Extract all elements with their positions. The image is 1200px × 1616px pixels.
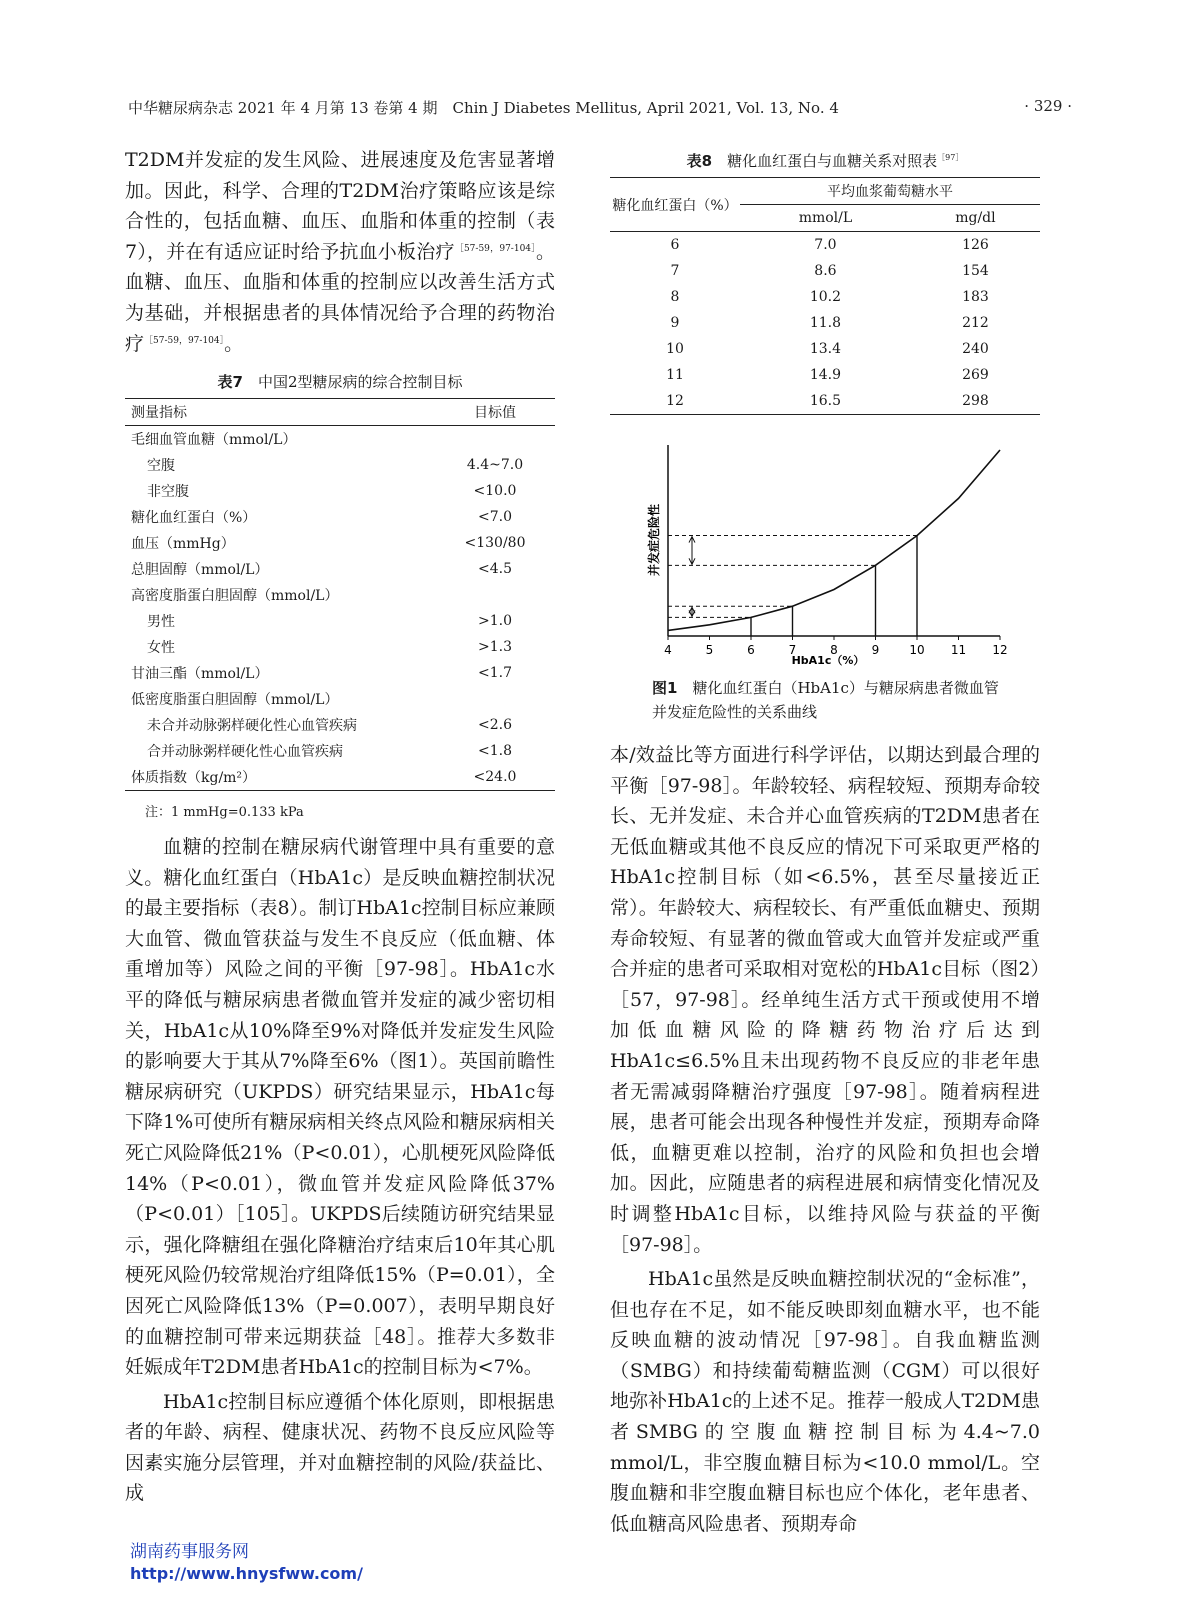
row-label: 体质指数（kg/m²） bbox=[131, 770, 257, 786]
table-row bbox=[125, 608, 555, 634]
table-row bbox=[125, 764, 555, 791]
row-value bbox=[435, 582, 555, 608]
x-tick-label: 11 bbox=[950, 643, 967, 657]
cell-hba1c: 11 bbox=[666, 367, 684, 383]
row-label: 合并动脉粥样硬化性心血管疾病 bbox=[147, 744, 343, 760]
watermark bbox=[130, 1541, 363, 1585]
table-row bbox=[610, 232, 1040, 259]
paragraph-text: 。血糖、血压、血脂和体重的控制应以改善生活方式为基础，并根据患者的具体情况给予合理的药物治疗 bbox=[125, 240, 555, 355]
cell-mmol: 8.6 bbox=[814, 263, 837, 279]
row-label: 高密度脂蛋白胆固醇（mmol/L） bbox=[131, 588, 339, 604]
table-row bbox=[610, 388, 1040, 415]
x-tick-label: 10 bbox=[909, 643, 925, 657]
row-label: 甘油三酯（mmol/L） bbox=[131, 666, 269, 682]
cell-mmol: 10.2 bbox=[809, 289, 842, 305]
row-value: <7.0 bbox=[478, 509, 512, 525]
table8-header-row bbox=[610, 178, 1040, 205]
watermark-name: 湖南药事服务网 bbox=[130, 1542, 249, 1562]
figure1-caption bbox=[652, 676, 1032, 724]
row-value: <130/80 bbox=[464, 535, 526, 551]
paragraph-intro bbox=[125, 145, 555, 359]
x-tick-label: 4 bbox=[664, 643, 672, 657]
table-row bbox=[125, 530, 555, 556]
figure1-marks bbox=[664, 450, 1007, 657]
left-column-bottom bbox=[125, 832, 555, 1509]
table-row bbox=[125, 738, 555, 764]
row-value bbox=[435, 426, 555, 453]
table7-title: 中国2型糖尿病的综合控制目标 bbox=[257, 373, 463, 391]
row-value: <1.7 bbox=[478, 665, 512, 681]
table8-title: 糖化血红蛋白与血糖关系对照表 bbox=[727, 152, 938, 170]
row-label: 毛细血管血糖（mmol/L） bbox=[131, 432, 297, 448]
table8 bbox=[610, 177, 1040, 415]
table-row bbox=[125, 582, 555, 608]
row-value: >1.0 bbox=[478, 613, 512, 629]
table-row bbox=[125, 556, 555, 582]
cell-mmol: 16.5 bbox=[809, 393, 842, 409]
table8-header-group: 平均血浆葡萄糖水平 bbox=[740, 178, 1040, 205]
row-label: 男性 bbox=[147, 614, 175, 630]
table-row bbox=[125, 478, 555, 504]
table8-number: 表8 bbox=[686, 152, 713, 170]
table7-header-row bbox=[125, 399, 555, 426]
x-tick-label: 8 bbox=[830, 643, 838, 657]
paragraph-monitoring: HbA1c虽然是反映血糖控制状况的“金标准”，但也存在不足，如不能反映即刻血糖水平，也不能反映血糖的波动情况［97-98］。自我血糖监测（SMBG）和持续葡萄糖监测（CGM）可以很好地弥补HbA1c的上述不足。推荐一般成人T2DM患者SMBG的空腹血糖控制目标为4.4~7.0 mmol/L，非空腹血糖目标为<10.0 mmol/L。空腹血糖和非空腹血糖目标也应个体化，老年患者、低血糖高风险患者、预期寿命 bbox=[610, 1268, 1040, 1535]
paragraph-individualized: HbA1c控制目标应遵循个体化原则，即根据患者的年龄、病程、健康状况、药物不良反应风险等因素实施分层管理，并对血糖控制的风险/获益比、成 bbox=[125, 1390, 555, 1505]
risk-curve-line bbox=[668, 450, 1000, 630]
figure1-number: 图1 bbox=[652, 679, 678, 697]
cell-hba1c: 10 bbox=[666, 341, 684, 357]
row-label: 未合并动脉粥样硬化性心血管疾病 bbox=[147, 718, 357, 734]
table7-header-target: 目标值 bbox=[474, 405, 516, 421]
cell-mgdl: 240 bbox=[962, 341, 989, 357]
table8-unit-mmol: mmol/L bbox=[798, 210, 853, 226]
table-row bbox=[125, 426, 555, 453]
table8-header-hba1c: 糖化血红蛋白（%） bbox=[610, 178, 740, 232]
row-label: 非空腹 bbox=[147, 484, 189, 500]
x-tick-label: 6 bbox=[747, 643, 755, 657]
table8-caption bbox=[610, 150, 1040, 171]
table-row bbox=[125, 712, 555, 738]
cell-hba1c: 12 bbox=[666, 393, 684, 409]
table7-note: 注：1 mmHg=0.133 kPa bbox=[145, 805, 304, 820]
cell-mmol: 13.4 bbox=[809, 341, 842, 357]
row-label: 糖化血红蛋白（%） bbox=[131, 510, 257, 526]
x-tick-label: 5 bbox=[705, 643, 714, 657]
cell-mgdl: 154 bbox=[962, 263, 989, 279]
table7 bbox=[125, 398, 555, 791]
cell-mmol: 7.0 bbox=[814, 237, 837, 253]
cell-mgdl: 269 bbox=[962, 367, 989, 383]
cell-mmol: 14.9 bbox=[809, 367, 842, 383]
paragraph-text: T2DM并发症的发生风险、进展速度及危害显著增加。因此，科学、合理的T2DM治疗策略应该是综合性的，包括血糖、血压、血脂和体重的控制（表7），并在有适应证时给予抗血小板治疗 bbox=[125, 149, 555, 263]
table-row bbox=[125, 660, 555, 686]
table-row bbox=[125, 634, 555, 660]
cell-hba1c: 8 bbox=[670, 289, 680, 305]
figure1-caption-line2: 并发症危险性的关系曲线 bbox=[652, 703, 818, 721]
paragraph-glycemic-control: 血糖的控制在糖尿病代谢管理中具有重要的意义。糖化血红蛋白（HbA1c）是反映血糖控制状况的最主要指标（表8）。制订HbA1c控制目标应兼顾大血管、微血管获益与发生不良反应（低血糖、体重增加等）风险之间的平衡［97-98］。HbA1c水平的降低与糖尿病患者微血管并发症的减少密切相关，HbA1c从10%降至9%对降低并发症发生风险的影响要大于其从7%降至6%（图1）。英国前瞻性糖尿病研究（UKPDS）研究结果显示，HbA1c每下降1%可使所有糖尿病相关终点风险和糖尿病相关死亡风险降低21%（P<0.01），心肌梗死风险降低14%（P<0.01），微血管并发症风险降低37%（P<0.01）［105］。UKPDS后续随访研究结果显示，强化降糖组在强化降糖治疗结束后10年其心肌梗死风险仍较常规治疗组降低15%（P=0.01），全因死亡风险降低13%（P=0.007），表明早期良好的血糖控制可带来远期获益［48］。推荐大多数非妊娠成年T2DM患者HbA1c的控制目标为<7%。 bbox=[125, 836, 555, 1379]
table-row bbox=[610, 284, 1040, 310]
table-row bbox=[125, 452, 555, 478]
citation: ［57-59，97-104］ bbox=[454, 243, 536, 254]
figure1-chart bbox=[640, 440, 1020, 670]
row-value: <24.0 bbox=[473, 769, 517, 785]
table8-unit-mgdl: mg/dl bbox=[955, 210, 996, 226]
cell-mmol: 11.8 bbox=[809, 315, 842, 331]
table8-body bbox=[610, 232, 1040, 415]
row-value: >1.3 bbox=[478, 639, 512, 655]
journal-info: 中华糖尿病杂志 2021 年 4 月第 13 卷第 4 期 Chin J Diabetes Mellitus, April 2021, Vol. 13, No. 4 bbox=[128, 99, 839, 117]
paragraph-targets: 本/效益比等方面进行科学评估，以期达到最合理的平衡［97-98］。年龄较轻、病程较短、预期寿命较长、无并发症、未合并心血管疾病的T2DM患者在无低血糖或其他不良反应的情况下可采取更严格的HbA1c控制目标（如<6.5%，甚至尽量接近正常）。年龄较大、病程较长、有严重低血糖史、预期寿命较短、有显著的微血管或大血管并发症或严重合并症的患者可采取相对宽松的HbA1c目标（图2）［57，97-98］。经单纯生活方式干预或使用不增加低血糖风险的降糖药物治疗后达到HbA1c≤6.5%且未出现药物不良反应的非老年患者无需减弱降糖治疗强度［97-98］。随着病程进展，患者可能会出现各种慢性并发症，预期寿命降低，血糖更难以控制，治疗的风险和负担也会增加。因此，应随患者的病程进展和病情变化情况及时调整HbA1c目标，以维持风险与获益的平衡［97-98］。 bbox=[610, 744, 1040, 1256]
right-column bbox=[610, 740, 1040, 1539]
table-row bbox=[610, 336, 1040, 362]
table7-header-metric: 测量指标 bbox=[131, 405, 187, 421]
row-value: <10.0 bbox=[473, 483, 517, 499]
citation: ［57-59，97-104］ bbox=[144, 335, 225, 346]
table-row bbox=[610, 362, 1040, 388]
x-tick-label: 7 bbox=[788, 643, 797, 657]
table-row bbox=[610, 258, 1040, 284]
figure1-caption-text: 糖化血红蛋白（HbA1c）与糖尿病患者微血管 bbox=[692, 679, 999, 697]
table7-caption bbox=[125, 371, 555, 392]
cell-hba1c: 9 bbox=[670, 315, 680, 331]
watermark-url[interactable]: http://www.hnysfww.com/ bbox=[130, 1564, 363, 1583]
y-axis-label: 并发症危险性 bbox=[647, 503, 661, 577]
table-row bbox=[610, 310, 1040, 336]
cell-mgdl: 183 bbox=[962, 289, 989, 305]
row-value bbox=[435, 686, 555, 712]
x-tick-label: 9 bbox=[871, 643, 880, 657]
row-label: 低密度脂蛋白胆固醇（mmol/L） bbox=[131, 692, 339, 708]
cell-mgdl: 212 bbox=[962, 315, 989, 331]
row-label: 女性 bbox=[147, 640, 175, 656]
table7-body bbox=[125, 426, 555, 791]
cell-mgdl: 126 bbox=[962, 237, 989, 253]
row-value: <2.6 bbox=[478, 717, 512, 733]
citation: ［97］ bbox=[937, 153, 964, 162]
table7-number: 表7 bbox=[217, 373, 243, 391]
table-row bbox=[125, 504, 555, 530]
cell-hba1c: 7 bbox=[670, 263, 680, 279]
left-column-top bbox=[125, 145, 555, 359]
x-tick-label: 12 bbox=[992, 643, 1008, 657]
row-value: 4.4~7.0 bbox=[466, 457, 524, 473]
figure1-static bbox=[646, 445, 1000, 667]
row-label: 总胆固醇（mmol/L） bbox=[131, 562, 269, 578]
x-axis-label: HbA1c（%） bbox=[791, 654, 865, 667]
row-label: 空腹 bbox=[147, 458, 175, 474]
cell-mgdl: 298 bbox=[962, 393, 989, 409]
row-value: <4.5 bbox=[478, 561, 512, 577]
figure1-caption-line1 bbox=[652, 676, 1032, 700]
page-number: · 329 · bbox=[1024, 97, 1072, 115]
cell-hba1c: 6 bbox=[670, 237, 680, 253]
paragraph-text: 。 bbox=[224, 332, 244, 355]
row-label: 血压（mmHg） bbox=[131, 536, 235, 552]
row-value: <1.8 bbox=[478, 743, 512, 759]
table-row bbox=[125, 686, 555, 712]
